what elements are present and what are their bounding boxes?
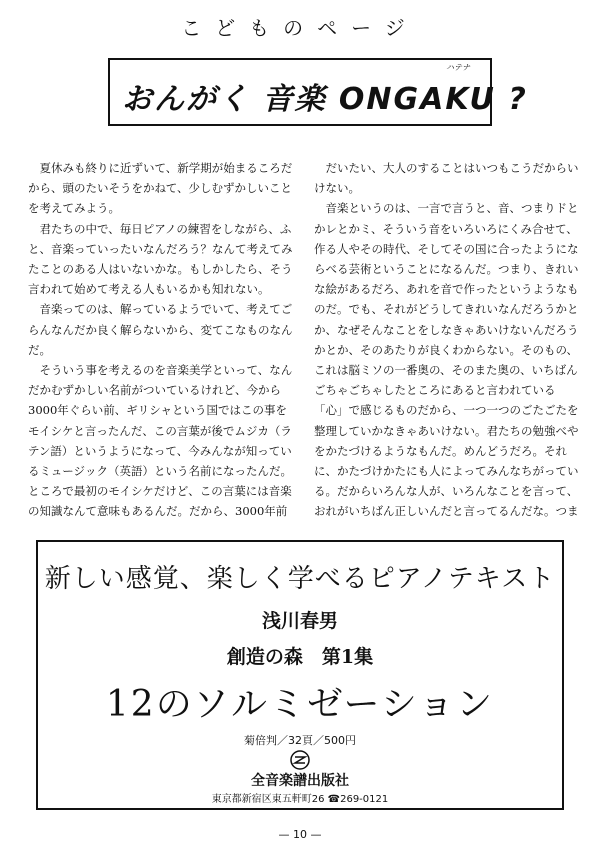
ad-series: 創造の森 第1集 <box>226 646 374 668</box>
page-number: — 10 — <box>278 828 322 841</box>
article-paragraph: そういう事を考えるのを音楽美学といって、なんだかむずかしい名前がついているけれど、今から3000年ぐらい前、ギリシャという国ではこの事をモイシケと言ったんだ、この言葉が後でムジカ（ラテン語）というようになって、今みんなが知っているミュージック（英語）という名前になったんだ。ところで最初のモイシケだけど、この言葉には音楽の知識なんて意味もあるんだ。だから、3000年前 <box>28 363 293 518</box>
advertisement-box <box>36 540 564 810</box>
article-paragraph: 夏休みも終りに近ずいて、新学期が始まるころだから、頭のたいそうをかねて、少しむずかしいことを考えてみよう。 <box>28 161 293 216</box>
article-left-column <box>28 158 296 518</box>
ad-address: 東京都新宿区東五軒町26 ☎269-0121 <box>211 794 389 805</box>
article-paragraph: 音楽というのは、一言で言うと、音、つまりドとかレとかミ、そういう音をいろいろにくみ合せて、作る人やその時代、そしてその国に合ったようにならべる芸術ということになるんだ。つまり、きれいな絵があるだろ、あれを音で作ったというようなものだ。でも、それがどうしてきれいなんだろうかとか、なぜそんなことをしなきゃあいけないんだろうかとか、そのあたりが良くわからない。そのもの、これは脳ミソの一番奥の、そのまた奥の、いちばんごちゃごちゃしたところにあると言われている「心」で感じるものだから、一つ一つのごたごたを整理していかなきゃあいけない。君たちの勉強べやをかたづけるようなもんだ。めんどうだろ。それに、かたづけかたにも人によってみんなちがっている。だからいろんな人が、いろんなことを言って、おれがいちばん正しいんだと言ってるんだな。つま <box>314 201 579 518</box>
title-text: おんがく 音楽 ONGAKU ? <box>122 82 528 117</box>
title-box <box>108 58 528 126</box>
ad-book-title: 12のソルミゼーション <box>105 684 495 725</box>
title-ruby: ハテナ <box>446 63 470 72</box>
publisher-logo-icon <box>290 750 310 770</box>
article-paragraph: 音楽ってのは、解っているようでいて、考えてごらんなんだか良く解らないから、変てこなものなんだ。 <box>28 302 293 357</box>
article-paragraph: だいたい、大人のすることはいつもこうだからいけない。 <box>314 161 579 196</box>
ad-publisher: 全音楽譜出版社 <box>251 773 349 789</box>
ad-spec: 菊倍判／32頁／500円 <box>244 734 356 747</box>
ad-headline: 新しい感覚、楽しく学べるピアノテキスト <box>44 564 556 594</box>
article-paragraph: 君たちの中で、毎日ピアノの練習をしながら、ふと、音楽っていったいなんだろう？なんて考えてみたことのある人はいないかな。もしかしたら、そう言われて始めて考える人もいるかも知れない。 <box>28 221 293 297</box>
page-header: こどものページ <box>181 16 419 40</box>
article-right-column <box>314 158 582 518</box>
ad-author: 浅川春男 <box>261 610 338 632</box>
